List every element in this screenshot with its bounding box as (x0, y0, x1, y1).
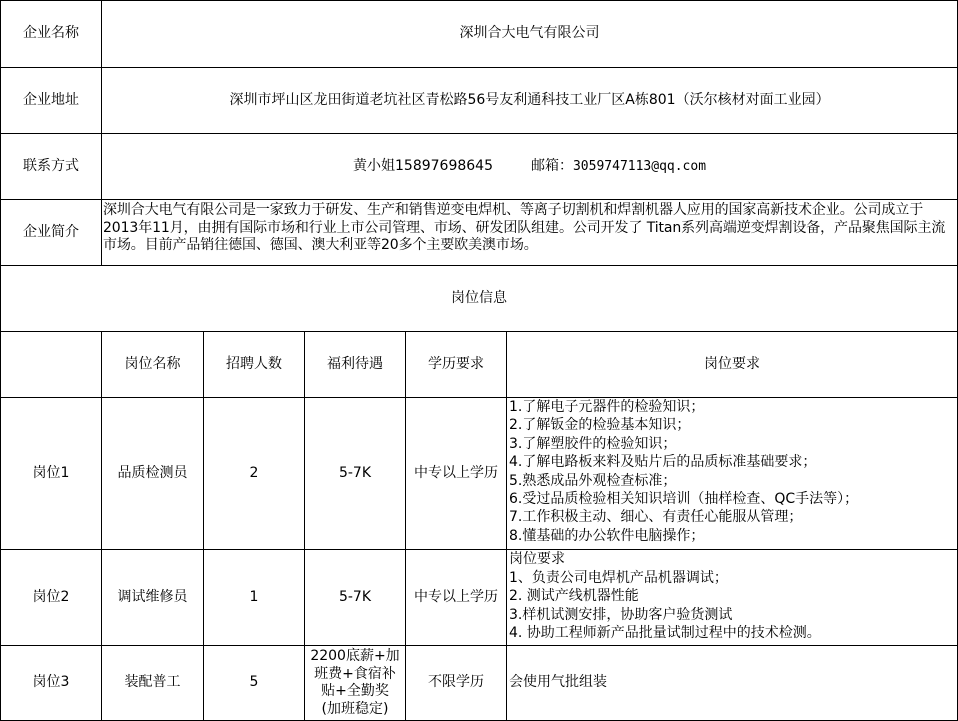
contact-value (102, 134, 958, 200)
requirement-line: 6.受过品质检验相关知识培训（抽样检查、QC手法等）； (509, 491, 859, 508)
row-job-3 (1, 646, 958, 721)
header-benefits: 福利待遇 (305, 332, 406, 398)
company-intro-label: 企业简介 (1, 200, 102, 266)
company-address-label: 企业地址 (1, 68, 102, 134)
job-2-label: 岗位2 (1, 550, 102, 646)
company-address-value: 深圳市坪山区龙田街道老坑社区青松路56号友利通科技工业厂区A栋801（沃尔核材对面工业园） (102, 68, 958, 134)
benefit-line: 2200底薪+加 (310, 648, 400, 664)
job-1-requirements (507, 398, 958, 550)
header-job-name: 岗位名称 (102, 332, 204, 398)
email-label: 邮箱： (530, 157, 573, 174)
benefit-line: (加班稳定) (321, 700, 389, 717)
email-value[interactable]: 3059747113@qq.com (572, 158, 707, 174)
job-2-name: 调试维修员 (102, 550, 204, 646)
benefit-line: 贴+全勤奖 (321, 683, 389, 699)
requirement-line: 4. 协助工程师新产品批量试制过程中的技术检测。 (509, 625, 821, 642)
row-contact (1, 134, 958, 200)
job-1-education: 中专以上学历 (406, 398, 507, 550)
requirement-line: 3.了解塑胶件的检验知识； (509, 435, 677, 452)
row-column-headers (1, 332, 958, 398)
requirement-line: 1、负责公司电焊机产品机器调试； (509, 569, 728, 586)
requirement-line: 8.懂基础的办公软件电脑操作； (509, 527, 705, 544)
contact-person: 黄小姐15897698645 (353, 157, 493, 174)
requirement-line: 1.了解电子元器件的检验知识； (509, 399, 705, 415)
header-blank-cell (1, 332, 102, 398)
header-requirements: 岗位要求 (507, 332, 958, 398)
job-2-count: 1 (204, 550, 305, 646)
job-2-benefits: 5-7K (305, 550, 406, 646)
company-name-value: 深圳合大电气有限公司 (102, 1, 958, 68)
row-company-name (1, 1, 958, 68)
job-1-benefits: 5-7K (305, 398, 406, 550)
row-jobs-title (1, 266, 958, 332)
requirement-line: 2. 测试产线机器性能 (509, 588, 639, 605)
requirement-line: 5.熟悉成品外观检查标准； (509, 472, 677, 489)
job-2-education: 中专以上学历 (406, 550, 507, 646)
job-1-count: 2 (204, 398, 305, 550)
header-education: 学历要求 (406, 332, 507, 398)
benefit-line: 班费+食宿补 (314, 665, 396, 682)
contact-label: 联系方式 (1, 134, 102, 200)
row-company-address (1, 68, 958, 134)
job-1-label: 岗位1 (1, 398, 102, 550)
job-3-name: 装配普工 (102, 646, 204, 721)
job-3-education: 不限学历 (406, 646, 507, 721)
requirement-line: 3.样机试测安排，协助客户验货测试 (509, 606, 733, 623)
requirement-line: 2.了解钣金的检验基本知识； (509, 417, 691, 434)
row-job-2 (1, 550, 958, 646)
job-3-label: 岗位3 (1, 646, 102, 721)
requirement-line: 7.工作积极主动、细心、有责任心能服从管理； (509, 509, 803, 526)
job-2-requirements (507, 550, 958, 646)
job-1-name: 品质检测员 (102, 398, 204, 550)
company-intro-value: 深圳合大电气有限公司是一家致力于研发、生产和销售逆变电焊机、等离子切割机和焊割机器人应用的国家高新技术企业。公司成立于2013年11月，由拥有国际市场和行业上市公司管理、市场、研发团队组建。公司开发了 Titan系列高端逆变焊割设备，产品聚焦国际主流市场。目前产品销往德国、德国、澳大利亚等20多个主要欧美澳市场。 (102, 200, 958, 266)
header-headcount: 招聘人数 (204, 332, 305, 398)
job-3-requirements: 会使用气批组装 (507, 646, 958, 721)
job-3-benefits (305, 646, 406, 721)
requirement-line: 4.了解电路板来料及贴片后的品质标准基础要求； (509, 454, 817, 471)
requirement-line: 岗位要求 (509, 551, 565, 567)
jobs-section-title: 岗位信息 (1, 266, 958, 332)
row-company-intro (1, 200, 958, 266)
company-name-label: 企业名称 (1, 1, 102, 68)
row-job-1 (1, 398, 958, 550)
job-3-count: 5 (204, 646, 305, 721)
